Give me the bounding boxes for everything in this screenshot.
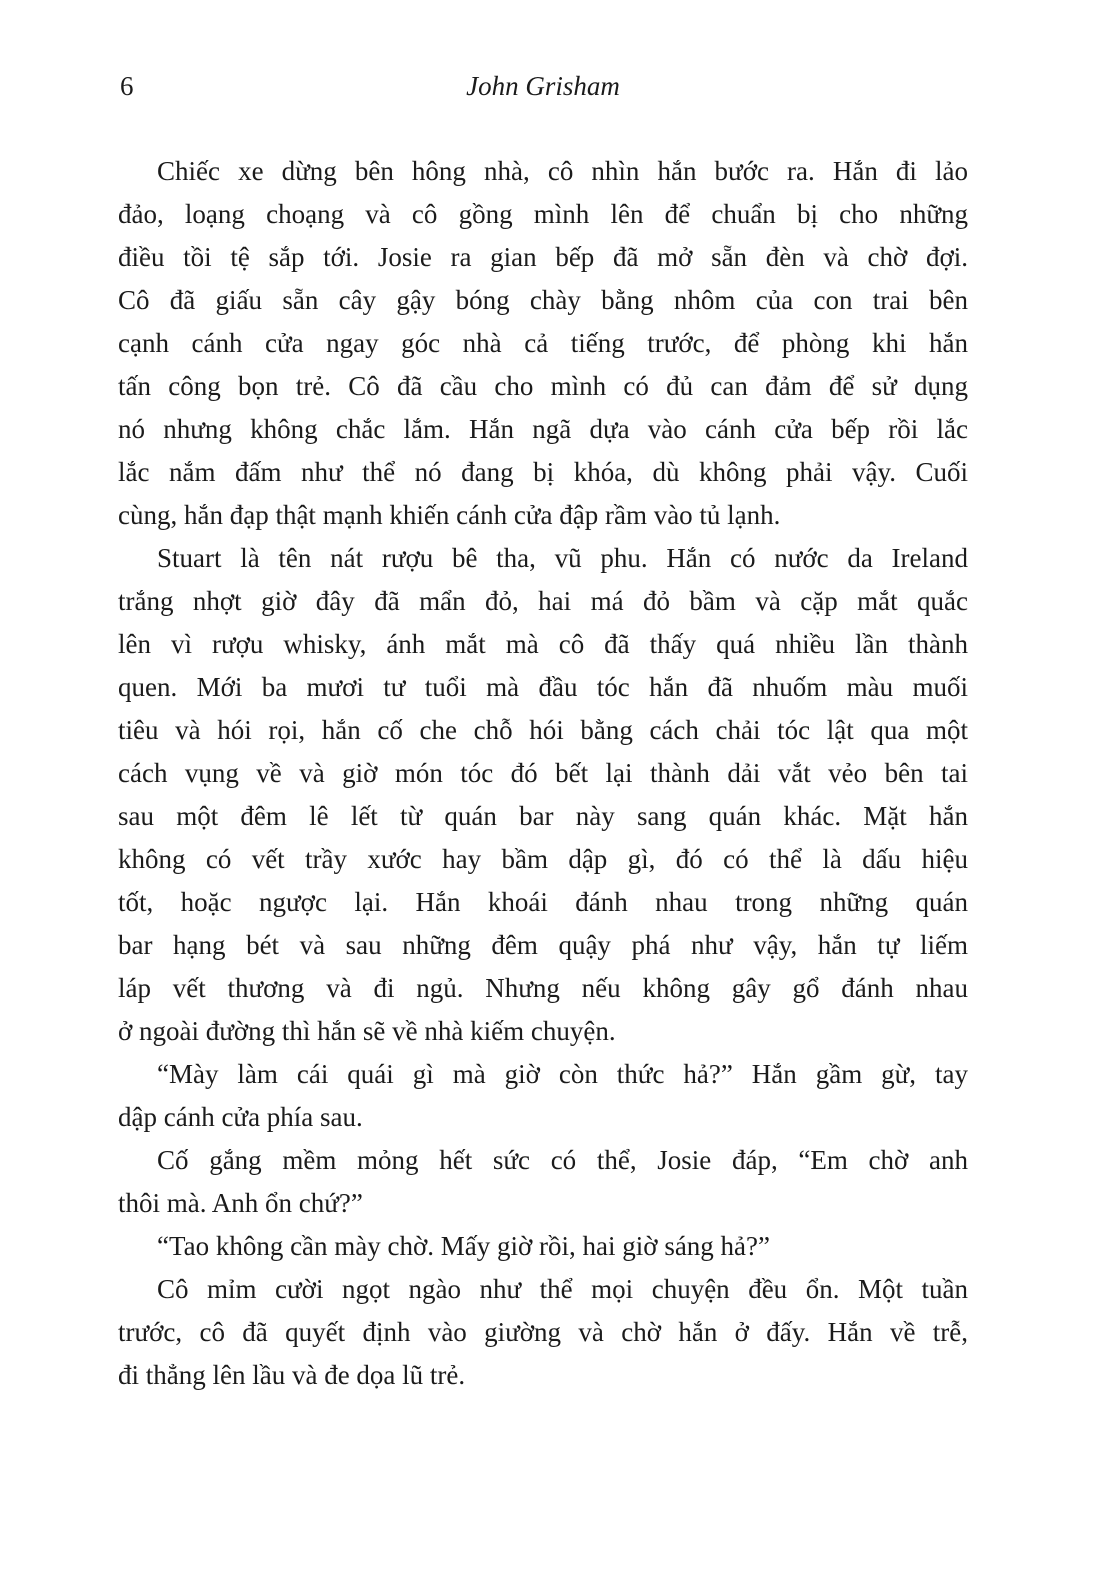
text-line: cạnh cánh cửa ngay góc nhà cả tiếng trước, để phòng khi hắn xyxy=(118,328,968,358)
text-line: Cô mỉm cười ngọt ngào như thể mọi chuyện đều ổn. Một tuần xyxy=(157,1274,968,1304)
text-line: điều tồi tệ sắp tới. Josie ra gian bếp đã mở sẵn đèn và chờ đợi. xyxy=(118,242,968,272)
running-header-title: John Grisham xyxy=(466,71,620,101)
page-number: 6 xyxy=(120,71,134,101)
text-line: cách vụng về và giờ món tóc đó bết lại thành dải vắt vẻo bên tai xyxy=(118,758,968,788)
text-line: đi thẳng lên lầu và đe dọa lũ trẻ. xyxy=(118,1360,466,1390)
text-line: đảo, loạng choạng và cô gồng mình lên để chuẩn bị cho những xyxy=(118,199,968,229)
text-line: quen. Mới ba mươi tư tuổi mà đầu tóc hắn đã nhuốm màu muối xyxy=(118,672,968,702)
paragraph xyxy=(118,1053,968,1139)
text-line: Chiếc xe dừng bên hông nhà, cô nhìn hắn bước ra. Hắn đi lảo xyxy=(157,156,968,186)
text-line: lên vì rượu whisky, ánh mắt mà cô đã thấy quá nhiều lần thành xyxy=(118,629,968,659)
text-line: thôi mà. Anh ổn chứ?” xyxy=(118,1188,363,1218)
text-line: tấn công bọn trẻ. Cô đã cầu cho mình có đủ can đảm để sử dụng xyxy=(118,371,968,401)
text-line: ở ngoài đường thì hắn sẽ về nhà kiếm chuyện. xyxy=(118,1016,616,1046)
text-line: tiêu và hói rọi, hắn cố che chỗ hói bằng cách chải tóc lật qua một xyxy=(118,715,968,745)
paragraph xyxy=(118,537,968,1053)
text-line: dập cánh cửa phía sau. xyxy=(118,1102,363,1132)
text-line: lắc nắm đấm như thể nó đang bị khóa, dù không phải vậy. Cuối xyxy=(118,457,968,487)
text-line: “Tao không cần mày chờ. Mấy giờ rồi, hai giờ sáng hả?” xyxy=(157,1231,771,1261)
text-line: trắng nhợt giờ đây đã mẩn đỏ, hai má đỏ bầm và cặp mắt quắc xyxy=(118,586,968,616)
text-line: sau một đêm lê lết từ quán bar này sang quán khác. Mặt hắn xyxy=(118,801,968,831)
paragraph xyxy=(118,150,968,537)
text-line: “Mày làm cái quái gì mà giờ còn thức hả?” Hắn gầm gừ, tay xyxy=(157,1059,968,1089)
text-line: bar hạng bét và sau những đêm quậy phá như vậy, hắn tự liếm xyxy=(118,930,968,960)
text-line: không có vết trầy xước hay bầm dập gì, đó có thể là dấu hiệu xyxy=(118,844,968,874)
text-line: Stuart là tên nát rượu bê tha, vũ phu. Hắn có nước da Ireland xyxy=(157,543,968,573)
text-line: Cố gắng mềm mỏng hết sức có thể, Josie đáp, “Em chờ anh xyxy=(157,1145,968,1175)
text-line: tốt, hoặc ngược lại. Hắn khoái đánh nhau trong những quán xyxy=(118,887,968,917)
text-line: trước, cô đã quyết định vào giường và chờ hắn ở đấy. Hắn về trễ, xyxy=(118,1317,968,1347)
text-line: nó nhưng không chắc lắm. Hắn ngã dựa vào cánh cửa bếp rồi lắc xyxy=(118,414,968,444)
paragraph xyxy=(118,1225,968,1268)
text-line: láp vết thương và đi ngủ. Nhưng nếu không gây gổ đánh nhau xyxy=(118,973,968,1003)
page-body xyxy=(118,150,968,1397)
paragraph xyxy=(118,1139,968,1225)
page-header xyxy=(118,68,968,104)
paragraph xyxy=(118,1268,968,1397)
text-line: Cô đã giấu sẵn cây gậy bóng chày bằng nhôm của con trai bên xyxy=(118,285,968,315)
text-line: cùng, hắn đạp thật mạnh khiến cánh cửa đập rầm vào tủ lạnh. xyxy=(118,500,781,530)
